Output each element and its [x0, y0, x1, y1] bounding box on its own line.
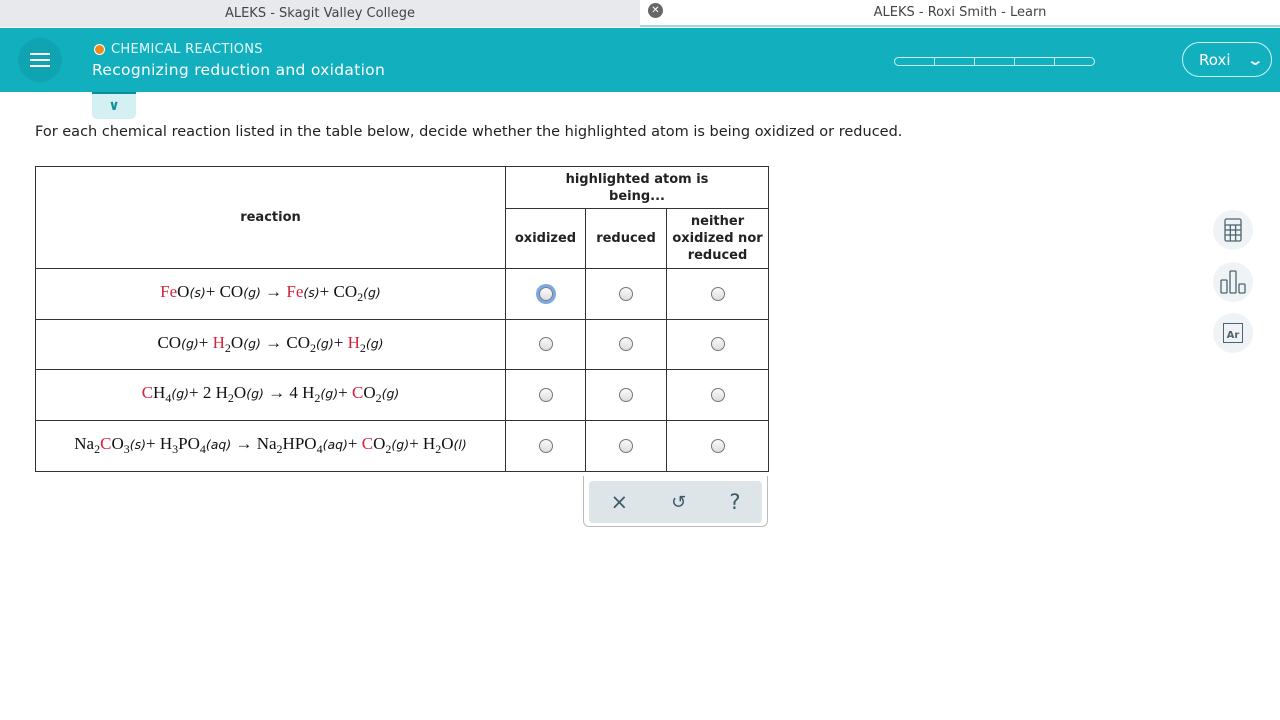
radio-oxidized[interactable]: [539, 439, 553, 453]
radio-neither[interactable]: [711, 439, 725, 453]
option-cell: [667, 269, 769, 320]
radio-oxidized[interactable]: [539, 388, 553, 402]
reduced-header: reduced: [586, 209, 667, 269]
radio-neither[interactable]: [711, 388, 725, 402]
phase-label: (g): [171, 386, 190, 402]
formula-text: +: [333, 332, 348, 352]
tab-label: ALEKS - Skagit Valley College: [224, 6, 416, 21]
reaction-equation: [36, 319, 506, 370]
formula-text: → Na: [231, 434, 277, 453]
reaction-equation: [36, 269, 506, 320]
topic-category: [94, 42, 263, 57]
formula-text: + H: [146, 434, 173, 453]
option-cell: [506, 319, 586, 370]
radio-reduced[interactable]: [619, 388, 633, 402]
reaction-table: [35, 166, 769, 472]
formula-text: H: [153, 383, 166, 403]
reaction-header: reaction: [36, 167, 506, 269]
formula-text: → 4 H: [263, 383, 315, 403]
data-chart-icon: [1220, 270, 1246, 294]
periodic-table-button[interactable]: [1213, 313, 1253, 353]
formula-text: O: [177, 282, 190, 302]
formula-text: + CO: [205, 282, 244, 302]
formula-text: +: [198, 332, 213, 352]
formula-text: + 2 H: [189, 383, 228, 403]
formula-text: O: [111, 434, 124, 453]
formula-text: → CO: [260, 332, 311, 352]
option-cell: [506, 269, 586, 320]
phase-label: (g): [320, 386, 339, 402]
formula-text: +: [338, 383, 352, 403]
calculator-icon: [1224, 218, 1242, 242]
tab-label: ALEKS - Roxi Smith - Learn: [873, 5, 1047, 20]
table-row: [36, 370, 769, 421]
group-header: highlighted atom is being...: [506, 167, 769, 209]
expand-topic-button[interactable]: [92, 92, 136, 119]
table-row: [36, 319, 769, 370]
subscript: 4: [165, 391, 172, 406]
phase-label: (l): [453, 437, 467, 452]
highlighted-atom: H: [212, 332, 225, 352]
option-cell: [586, 269, 667, 320]
radio-neither[interactable]: [711, 337, 725, 351]
formula-text: + CO: [319, 282, 358, 302]
formula-text: + H: [409, 434, 436, 453]
oxidized-header: oxidized: [506, 209, 586, 269]
help-button[interactable]: ?: [729, 490, 741, 514]
highlighted-atom: C: [351, 383, 364, 403]
category-label: CHEMICAL REACTIONS: [111, 42, 263, 57]
status-dot-icon: [94, 44, 105, 55]
phase-label: (g): [381, 386, 400, 402]
table-row: [36, 420, 769, 471]
data-chart-button[interactable]: [1213, 262, 1253, 302]
subscript: 3: [172, 442, 179, 456]
phase-label: (g): [365, 335, 384, 351]
menu-button[interactable]: [18, 38, 62, 82]
radio-oxidized[interactable]: [539, 287, 553, 301]
highlighted-atom: H: [347, 332, 360, 352]
subscript: 2: [314, 391, 321, 406]
topic-header: [0, 28, 1280, 92]
reaction-equation: [36, 420, 506, 471]
subscript: 4: [199, 442, 206, 456]
periodic-table-icon: Ar: [1223, 323, 1243, 343]
phase-label: (aq): [322, 437, 348, 452]
highlighted-atom: C: [141, 383, 154, 403]
user-menu-button[interactable]: [1182, 42, 1272, 77]
highlighted-atom: Fe: [286, 282, 304, 302]
topic-title: Recognizing reduction and oxidation: [92, 61, 386, 79]
subscript: 3: [123, 442, 130, 456]
option-cell: [667, 370, 769, 421]
radio-reduced[interactable]: [619, 439, 633, 453]
subscript: 2: [224, 340, 231, 355]
undo-button[interactable]: ↺: [671, 491, 687, 513]
answer-toolbar: [583, 476, 768, 527]
progress-bar: [894, 57, 1094, 66]
calculator-button[interactable]: [1213, 210, 1253, 250]
subscript: 2: [94, 442, 101, 456]
option-cell: [667, 420, 769, 471]
formula-text: O: [230, 332, 244, 352]
phase-label: (g): [243, 285, 261, 301]
phase-label: (s): [129, 437, 146, 452]
formula-text: O: [363, 383, 376, 403]
chevron-down-icon: ∨: [108, 98, 120, 114]
phase-label: (g): [316, 335, 334, 351]
formula-text: CO: [157, 332, 182, 352]
phase-label: (aq): [205, 437, 232, 452]
option-cell: [667, 319, 769, 370]
phase-label: (g): [391, 437, 410, 452]
subscript: 2: [276, 442, 283, 456]
neither-header: neither oxidized nor reduced: [667, 209, 769, 269]
formula-text: O: [233, 383, 247, 403]
instructions: For each chemical reaction listed in the table below, decide whether the highlighted atom is being oxidized or reduced.: [35, 124, 903, 140]
tab-learn[interactable]: [640, 0, 1280, 27]
clear-button[interactable]: ×: [610, 490, 629, 514]
tab-skagit[interactable]: [0, 0, 640, 27]
subscript: 2: [310, 340, 317, 355]
radio-reduced[interactable]: [619, 287, 633, 301]
close-tab-icon[interactable]: ✕: [648, 3, 663, 18]
formula-text: O: [441, 434, 454, 453]
highlighted-atom: C: [100, 434, 112, 453]
option-cell: [506, 420, 586, 471]
subscript: 2: [359, 340, 366, 355]
formula-text: +: [347, 434, 362, 453]
subscript: 4: [316, 442, 323, 456]
subscript: 2: [385, 442, 392, 456]
formula-text: PO: [178, 434, 200, 453]
radio-oxidized[interactable]: [539, 337, 553, 351]
highlighted-atom: Fe: [160, 282, 178, 302]
subscript: 2: [227, 391, 234, 406]
formula-text: Na: [74, 434, 95, 453]
subscript: 2: [375, 391, 382, 406]
formula-text: HPO: [282, 434, 317, 453]
phase-label: (s): [303, 285, 320, 301]
option-cell: [586, 420, 667, 471]
subscript: 2: [435, 442, 442, 456]
radio-neither[interactable]: [711, 287, 725, 301]
reaction-equation: [36, 370, 506, 421]
browser-tabs: [0, 0, 1280, 27]
user-name: Roxi: [1199, 50, 1231, 69]
formula-text: O: [373, 434, 386, 453]
phase-label: (g): [246, 386, 264, 402]
option-cell: [586, 319, 667, 370]
chevron-down-icon: ⌄: [1246, 50, 1264, 69]
phase-label: (s): [189, 285, 206, 301]
highlighted-atom: C: [361, 434, 374, 453]
option-cell: [586, 370, 667, 421]
table-row: [36, 269, 769, 320]
phase-label: (g): [243, 335, 261, 351]
option-cell: [506, 370, 586, 421]
phase-label: (g): [181, 335, 199, 351]
formula-text: →: [260, 282, 287, 302]
phase-label: (g): [363, 285, 381, 301]
radio-reduced[interactable]: [619, 337, 633, 351]
subscript: 2: [357, 290, 364, 305]
